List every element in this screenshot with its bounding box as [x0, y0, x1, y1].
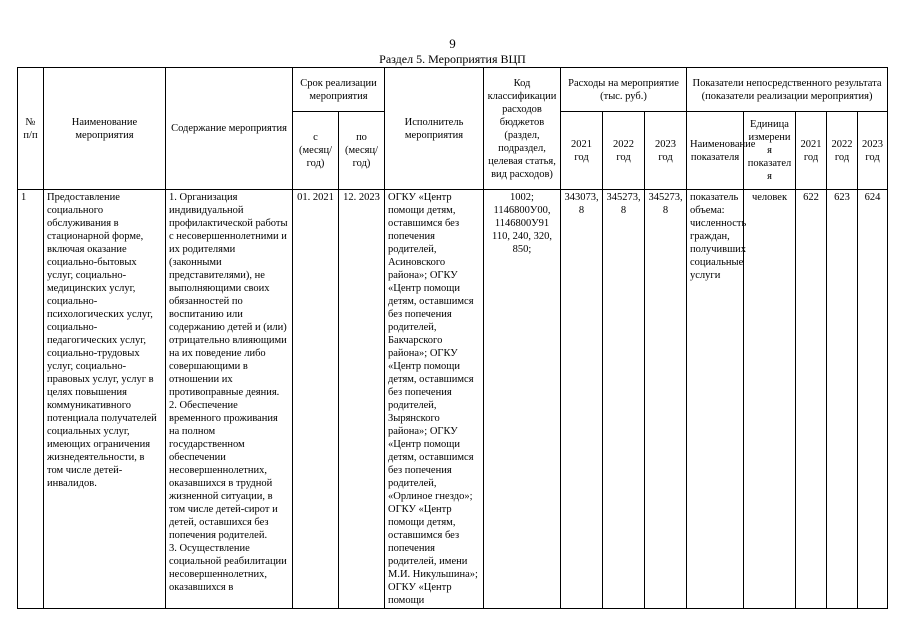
- col-name-header: Наименование мероприятия: [44, 68, 166, 190]
- row-num: 1: [18, 190, 44, 609]
- row-ind-name: показатель объема: численность граждан, получивших социальные услуги: [687, 190, 744, 609]
- row-ind-2022: 623: [827, 190, 858, 609]
- table-row: [18, 190, 888, 609]
- row-content-item-3: 3. Осуществление социальной реабилитации несовершеннолетних, оказавшихся в: [169, 543, 287, 593]
- row-exp-2021: 343073,8: [561, 190, 603, 609]
- row-content: [166, 190, 293, 609]
- col-indicators-header: Показатели непосредственного результата (показатели реализации мероприятия): [687, 68, 888, 112]
- col-exp-2021-header: 2021 год: [561, 112, 603, 190]
- row-exp-2022: 345273,8: [603, 190, 645, 609]
- col-period-from-header: с (месяц/год): [293, 112, 339, 190]
- col-exp-2023-header: 2023 год: [645, 112, 687, 190]
- col-ind-2022-header: 2022 год: [827, 112, 858, 190]
- row-budget-code: 1002; 1146800У00, 1146800У91 110, 240, 320, 850;: [484, 190, 561, 609]
- row-name: Предоставление социального обслуживания в стационарной форме, включая оказание социально-бытовых услуг, социально-медицинских услуг, социально-психологических услуг, социально-педагогических услуг, социально-трудовых услуг, социально-правовых услуг, услуг в целях повышения коммуникативного потенциала получателей социальных услуг, имеющих ограничения жизнедеятельности, в том числе детей-инвалидов.: [44, 190, 166, 609]
- row-ind-unit: человек: [744, 190, 796, 609]
- col-executor-header: Исполнитель мероприятия: [385, 68, 484, 190]
- col-period-to-header: по (месяц/год): [339, 112, 385, 190]
- col-expenses-header: Расходы на мероприятие (тыс. руб.): [561, 68, 687, 112]
- col-ind-2021-header: 2021 год: [796, 112, 827, 190]
- col-content-header: Содержание мероприятия: [166, 68, 293, 190]
- row-period-to: 12. 2023: [339, 190, 385, 609]
- row-executor: ОГКУ «Центр помощи детям, оставшимся без попечения родителей, Асиновского района»; ОГКУ «Центр помощи детям, оставшимся без попечения родителей, Бакчарского района»; ОГКУ «Центр помощи детям, оставшимся без попечения родителей, Зырянского района»; ОГКУ «Центр помощи детям, оставшимся без попечения родителей, «Орлиное гнездо»; ОГКУ «Центр помощи детям, оставшимся без попечения родителей, имени М.И. Никульшина»; ОГКУ «Центр помощи: [385, 190, 484, 609]
- col-num-header: № п/п: [18, 68, 44, 190]
- row-content-item-1: 1. Организация индивидуальной профилактической работы с несовершеннолетними и их родителями (законными представителями), не выполняющими своих обязанностей по воспитанию или содержанию детей и (или) отрицательно влияющими на их поведение либо совершающими в отношении их противоправные деяния.: [169, 192, 288, 398]
- col-exp-2022-header: 2022 год: [603, 112, 645, 190]
- col-budget-code-header: Код классификации расходов бюджетов (раздел, подраздел, целевая статья, вид расходов): [484, 68, 561, 190]
- page-number: 9: [449, 36, 456, 51]
- row-exp-2023: 345273,8: [645, 190, 687, 609]
- row-ind-2023: 624: [858, 190, 888, 609]
- row-period-from: 01. 2021: [293, 190, 339, 609]
- row-content-item-2: 2. Обеспечение временного проживания на полном государственном обеспечении несовершеннолетних, оказавшихся в трудной жизненной ситуации, в том числе детей-сирот и детей, оставшихся без попечения родителей.: [169, 400, 278, 541]
- col-ind-name-header: Наименование показателя: [687, 112, 744, 190]
- activities-table: [17, 67, 888, 609]
- col-ind-unit-header: Единица измерения показателя: [744, 112, 796, 190]
- section-title: Раздел 5. Мероприятия ВЦП: [379, 52, 526, 66]
- row-ind-2021: 622: [796, 190, 827, 609]
- col-period-header: Срок реализации мероприятия: [293, 68, 385, 112]
- col-ind-2023-header: 2023 год: [858, 112, 888, 190]
